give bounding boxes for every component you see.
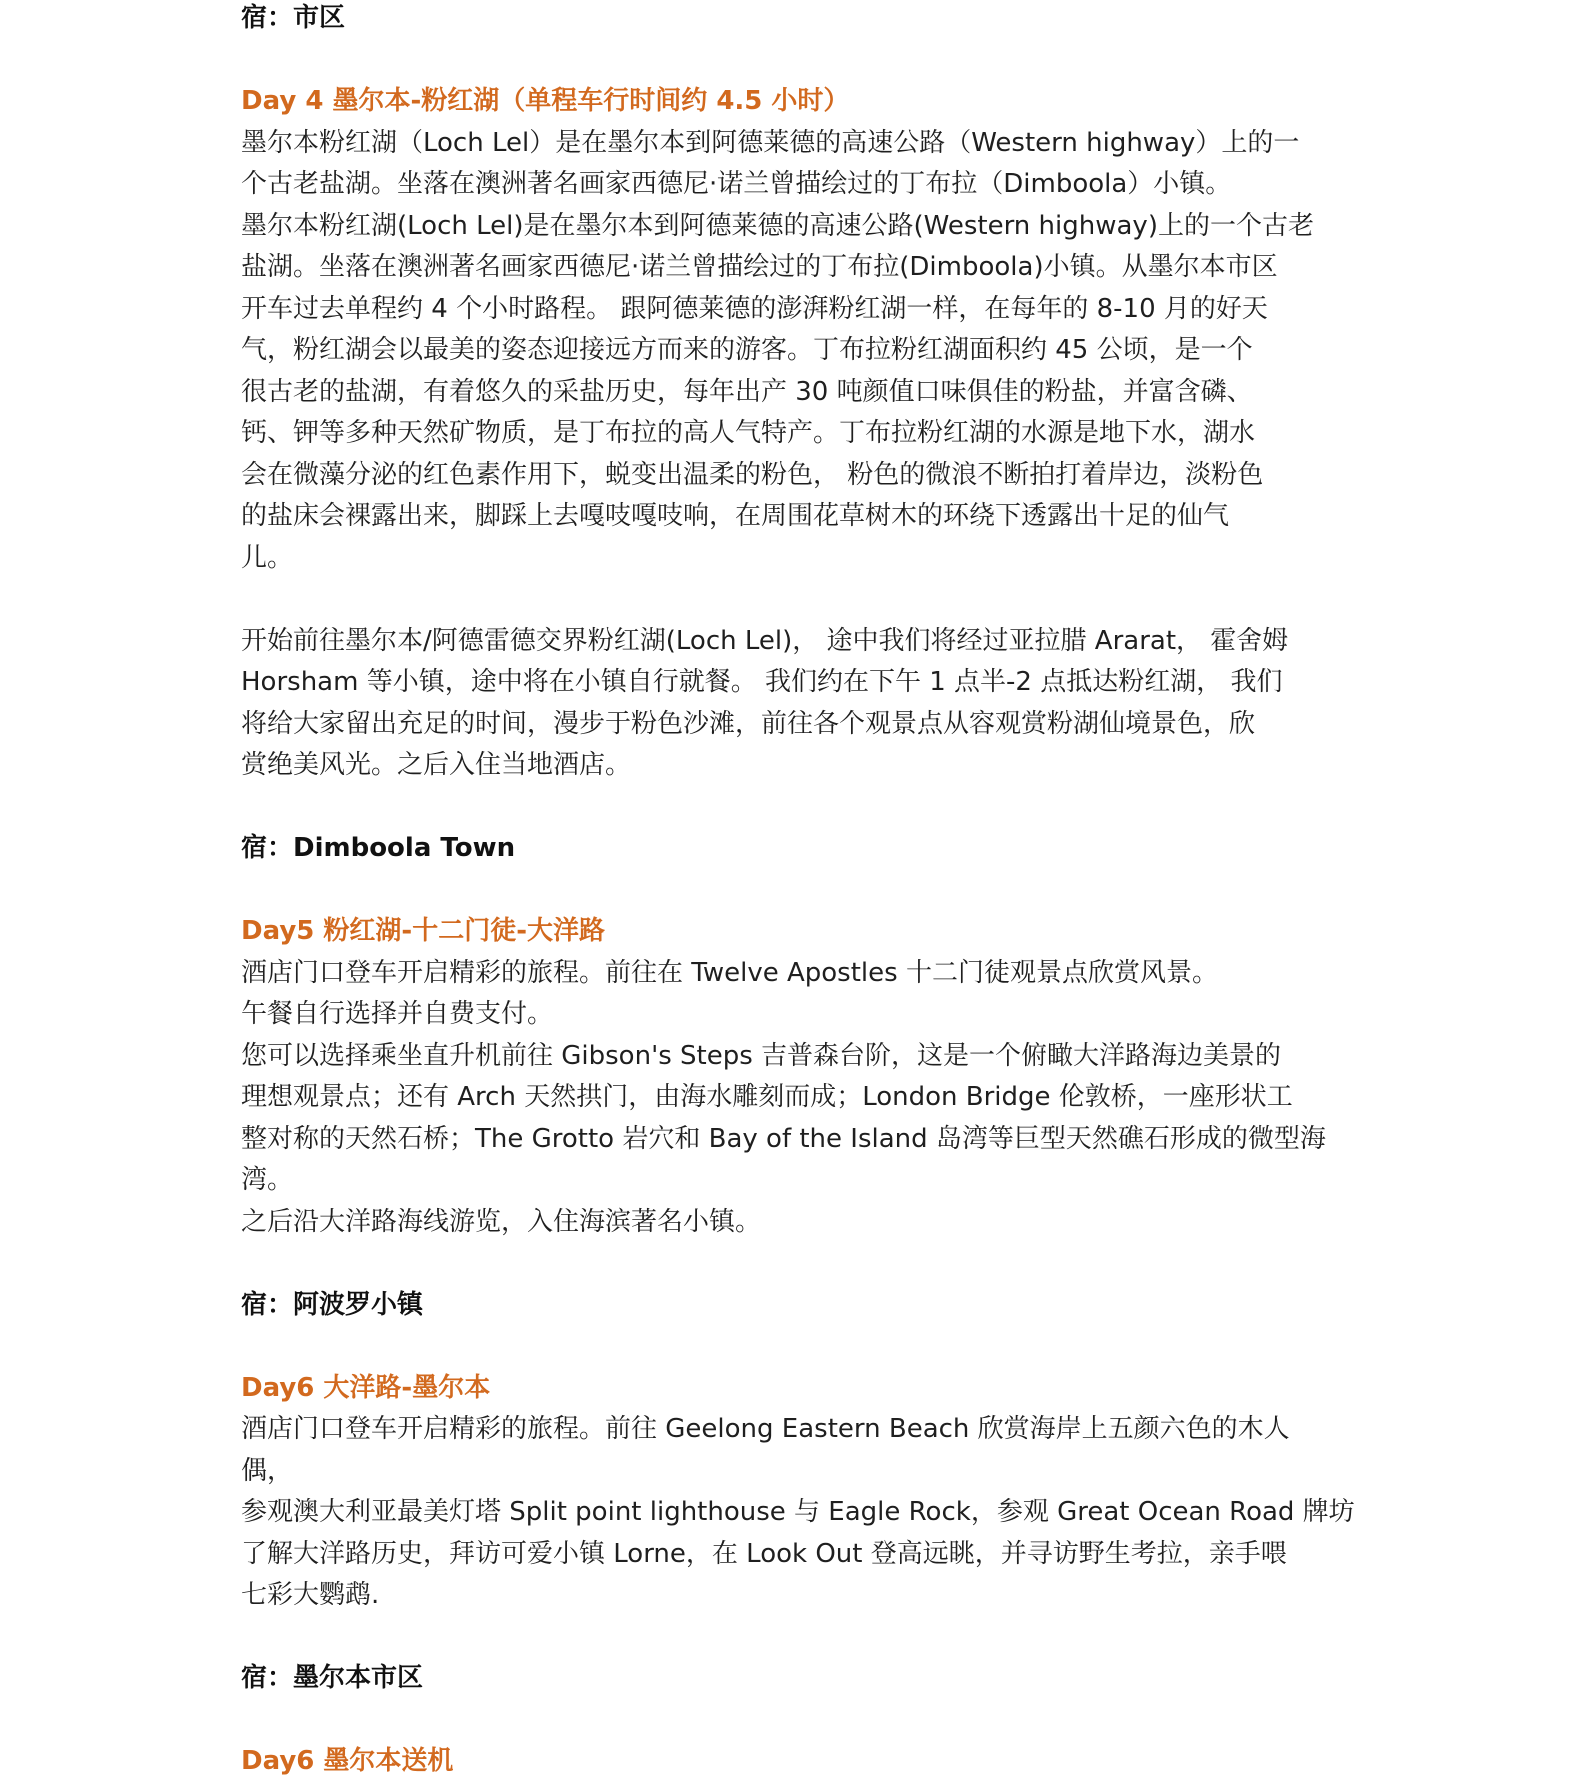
paragraph-line: 酒店门口登车开启精彩的旅程。前往在 Twelve Apostles 十二门徒观景点欣赏风景。 — [241, 957, 1218, 988]
spacer — [241, 870, 1351, 912]
spacer — [241, 787, 1351, 829]
paragraph-line: 气，粉红湖会以最美的姿态迎接远方而来的游客。丁布拉粉红湖面积约 45 公顷，是一个 — [241, 335, 1253, 365]
day6-stay: 宿：墨尔本市区 — [241, 1663, 424, 1693]
paragraph-line: 很古老的盐湖，有着悠久的采盐历史，每年出产 30 吨颜值口味俱佳的粉盐，并富含磷、 — [241, 376, 1253, 407]
paragraph-line: 儿。 — [241, 542, 294, 573]
paragraph-line: 湾。 — [241, 1165, 294, 1195]
paragraph-line: 个古老盐湖。坐落在澳洲著名画家西德尼·诺兰曾描绘过的丁布拉（Dimboola）小镇。 — [241, 169, 1232, 199]
paragraph-line: 墨尔本粉红湖（Loch Lel）是在墨尔本到阿德莱德的高速公路（Western highway）上的一 — [241, 127, 1300, 158]
spacer — [241, 1617, 1351, 1659]
itinerary-document — [241, 0, 1355, 1783]
day6-departure-heading: Day6 墨尔本送机 — [241, 1746, 454, 1776]
spacer — [241, 1700, 1351, 1742]
spacer — [241, 40, 1351, 82]
day5-heading: Day5 粉红湖-十二门徒-大洋路 — [241, 916, 606, 946]
paragraph-line: 钙、钾等多种天然矿物质，是丁布拉的高人气特产。丁布拉粉红湖的水源是地下水，湖水 — [241, 418, 1256, 448]
day6-heading: Day6 大洋路-墨尔本 — [241, 1372, 491, 1403]
paragraph-line: 盐湖。坐落在澳洲著名画家西德尼·诺兰曾描绘过的丁布拉(Dimboola)小镇。从墨尔本市区 — [241, 252, 1278, 282]
day5-stay: 宿：阿波罗小镇 — [241, 1289, 424, 1320]
paragraph-line: 偶， — [241, 1455, 294, 1486]
spacer — [241, 579, 1351, 621]
paragraph-line: 开车过去单程约 4 个小时路程。 跟阿德莱德的澎湃粉红湖一样，在每年的 8-10 月的好天 — [241, 293, 1268, 324]
paragraph-line: 了解大洋路历史，拜访可爱小镇 Lorne，在 Look Out 登高远眺，并寻访野生考拉，亲手喂 — [241, 1538, 1287, 1569]
day4-heading: Day 4 墨尔本-粉红湖（单程车行时间约 4.5 小时） — [241, 86, 850, 116]
day4-stay: 宿：Dimboola Town — [241, 833, 516, 863]
paragraph-line: 理想观景点；还有 Arch 天然拱门，由海水雕刻而成；London Bridge 伦敦桥，一座形状工 — [241, 1082, 1293, 1112]
paragraph-line: Horsham 等小镇，途中将在小镇自行就餐。 我们约在下午 1 点半-2 点抵达粉红湖， 我们 — [241, 667, 1283, 697]
spacer — [241, 1243, 1351, 1285]
paragraph-line: 会在微藻分泌的红色素作用下，蜕变出温柔的粉色， 粉色的微浪不断拍打着岸边，淡粉色 — [241, 459, 1264, 490]
paragraph-line: 酒店门口登车开启精彩的旅程。前往 Geelong Eastern Beach 欣赏海岸上五颜六色的木人 — [241, 1414, 1290, 1444]
paragraph-line: 的盐床会裸露出来，脚踩上去嘎吱嘎吱响，在周围花草树木的环绕下透露出十足的仙气 — [241, 501, 1230, 531]
paragraph-line: 之后沿大洋路海线游览，入住海滨著名小镇。 — [241, 1206, 762, 1237]
paragraph-line: 开始前往墨尔本/阿德雷德交界粉红湖(Loch Lel)， 途中我们将经过亚拉腊 Ararat， 霍舍姆 — [241, 625, 1289, 656]
paragraph-line: 将给大家留出充足的时间，漫步于粉色沙滩，前往各个观景点从容观赏粉湖仙境景色，欣 — [241, 708, 1256, 739]
paragraph-line: 您可以选择乘坐直升机前往 Gibson's Steps 吉普森台阶，这是一个俯瞰大洋路海边美景的 — [241, 1040, 1282, 1071]
paragraph-line: 午餐自行选择并自费支付。 — [241, 999, 554, 1029]
paragraph-line: 墨尔本粉红湖(Loch Lel)是在墨尔本到阿德莱德的高速公路(Western highway)上的一个古老 — [241, 210, 1314, 241]
stay-city: 宿：市区 — [241, 3, 346, 33]
paragraph-line: 整对称的天然石桥；The Grotto 岩穴和 Bay of the Island 岛湾等巨型天然礁石形成的微型海 — [241, 1123, 1326, 1154]
paragraph-line: 赏绝美风光。之后入住当地酒店。 — [241, 750, 632, 780]
paragraph-line: 七彩大鹦鹉. — [241, 1580, 380, 1610]
paragraph-line: 参观澳大利亚最美灯塔 Split point lighthouse 与 Eagle Rock，参观 Great Ocean Road 牌坊 — [241, 1497, 1355, 1527]
spacer — [241, 1326, 1351, 1368]
